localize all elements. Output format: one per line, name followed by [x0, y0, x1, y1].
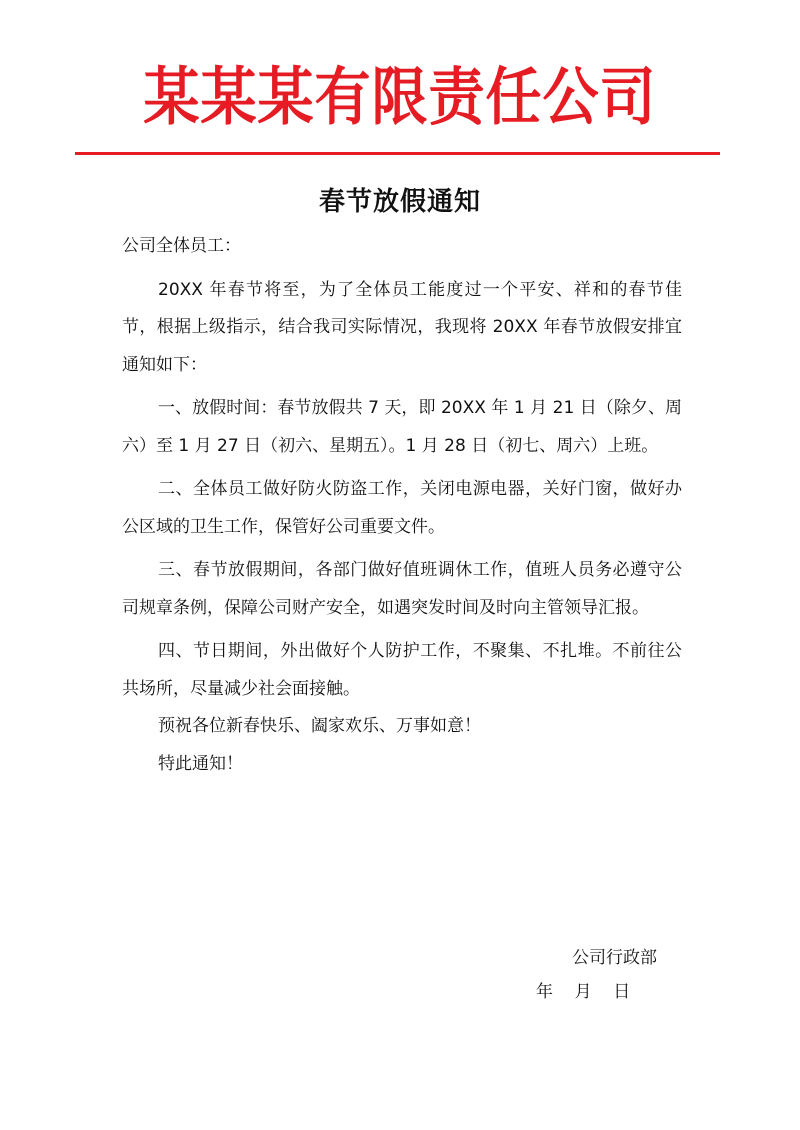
document-body	[122, 228, 682, 783]
header-divider	[75, 152, 720, 155]
item-duty-arrangement: 三、春节放假期间，各部门做好值班调休工作，值班人员务必遵守公司规章条例，保障公司财产安全，如遇突发时间及时向主管领导汇报。	[122, 560, 682, 618]
issue-date: 年 月 日	[536, 982, 631, 1002]
item-holiday-time: 一、放假时间：春节放假共 7 天，即 20XX 年 1 月 21 日（除夕、周六）至 1 月 27 日（初六、星期五）。1 月 28 日（初七、周六）上班。	[122, 398, 682, 456]
issuing-department: 公司行政部	[572, 948, 657, 968]
item-fire-safety: 二、全体员工做好防火防盗工作，关闭电源电器，关好门窗，做好办公区域的卫生工作，保管好公司重要文件。	[122, 479, 682, 537]
greeting-line: 预祝各位新春快乐、阖家欢乐、万事如意！	[158, 716, 481, 736]
closing-line: 特此通知！	[158, 753, 243, 774]
item-personal-protection: 四、节日期间，外出做好个人防护工作，不聚集、不扎堆。不前往公共场所，尽量减少社会面接触。	[122, 641, 682, 699]
document-title: 春节放假通知	[318, 187, 481, 217]
salutation: 公司全体员工：	[122, 236, 241, 256]
company-name-header: 某某某有限责任公司	[143, 61, 657, 135]
intro-paragraph: 20XX 年春节将至，为了全体员工能度过一个平安、祥和的春节佳节，根据上级指示，结合我司实际情况，我现将 20XX 年春节放假安排宜通知如下：	[122, 279, 682, 375]
